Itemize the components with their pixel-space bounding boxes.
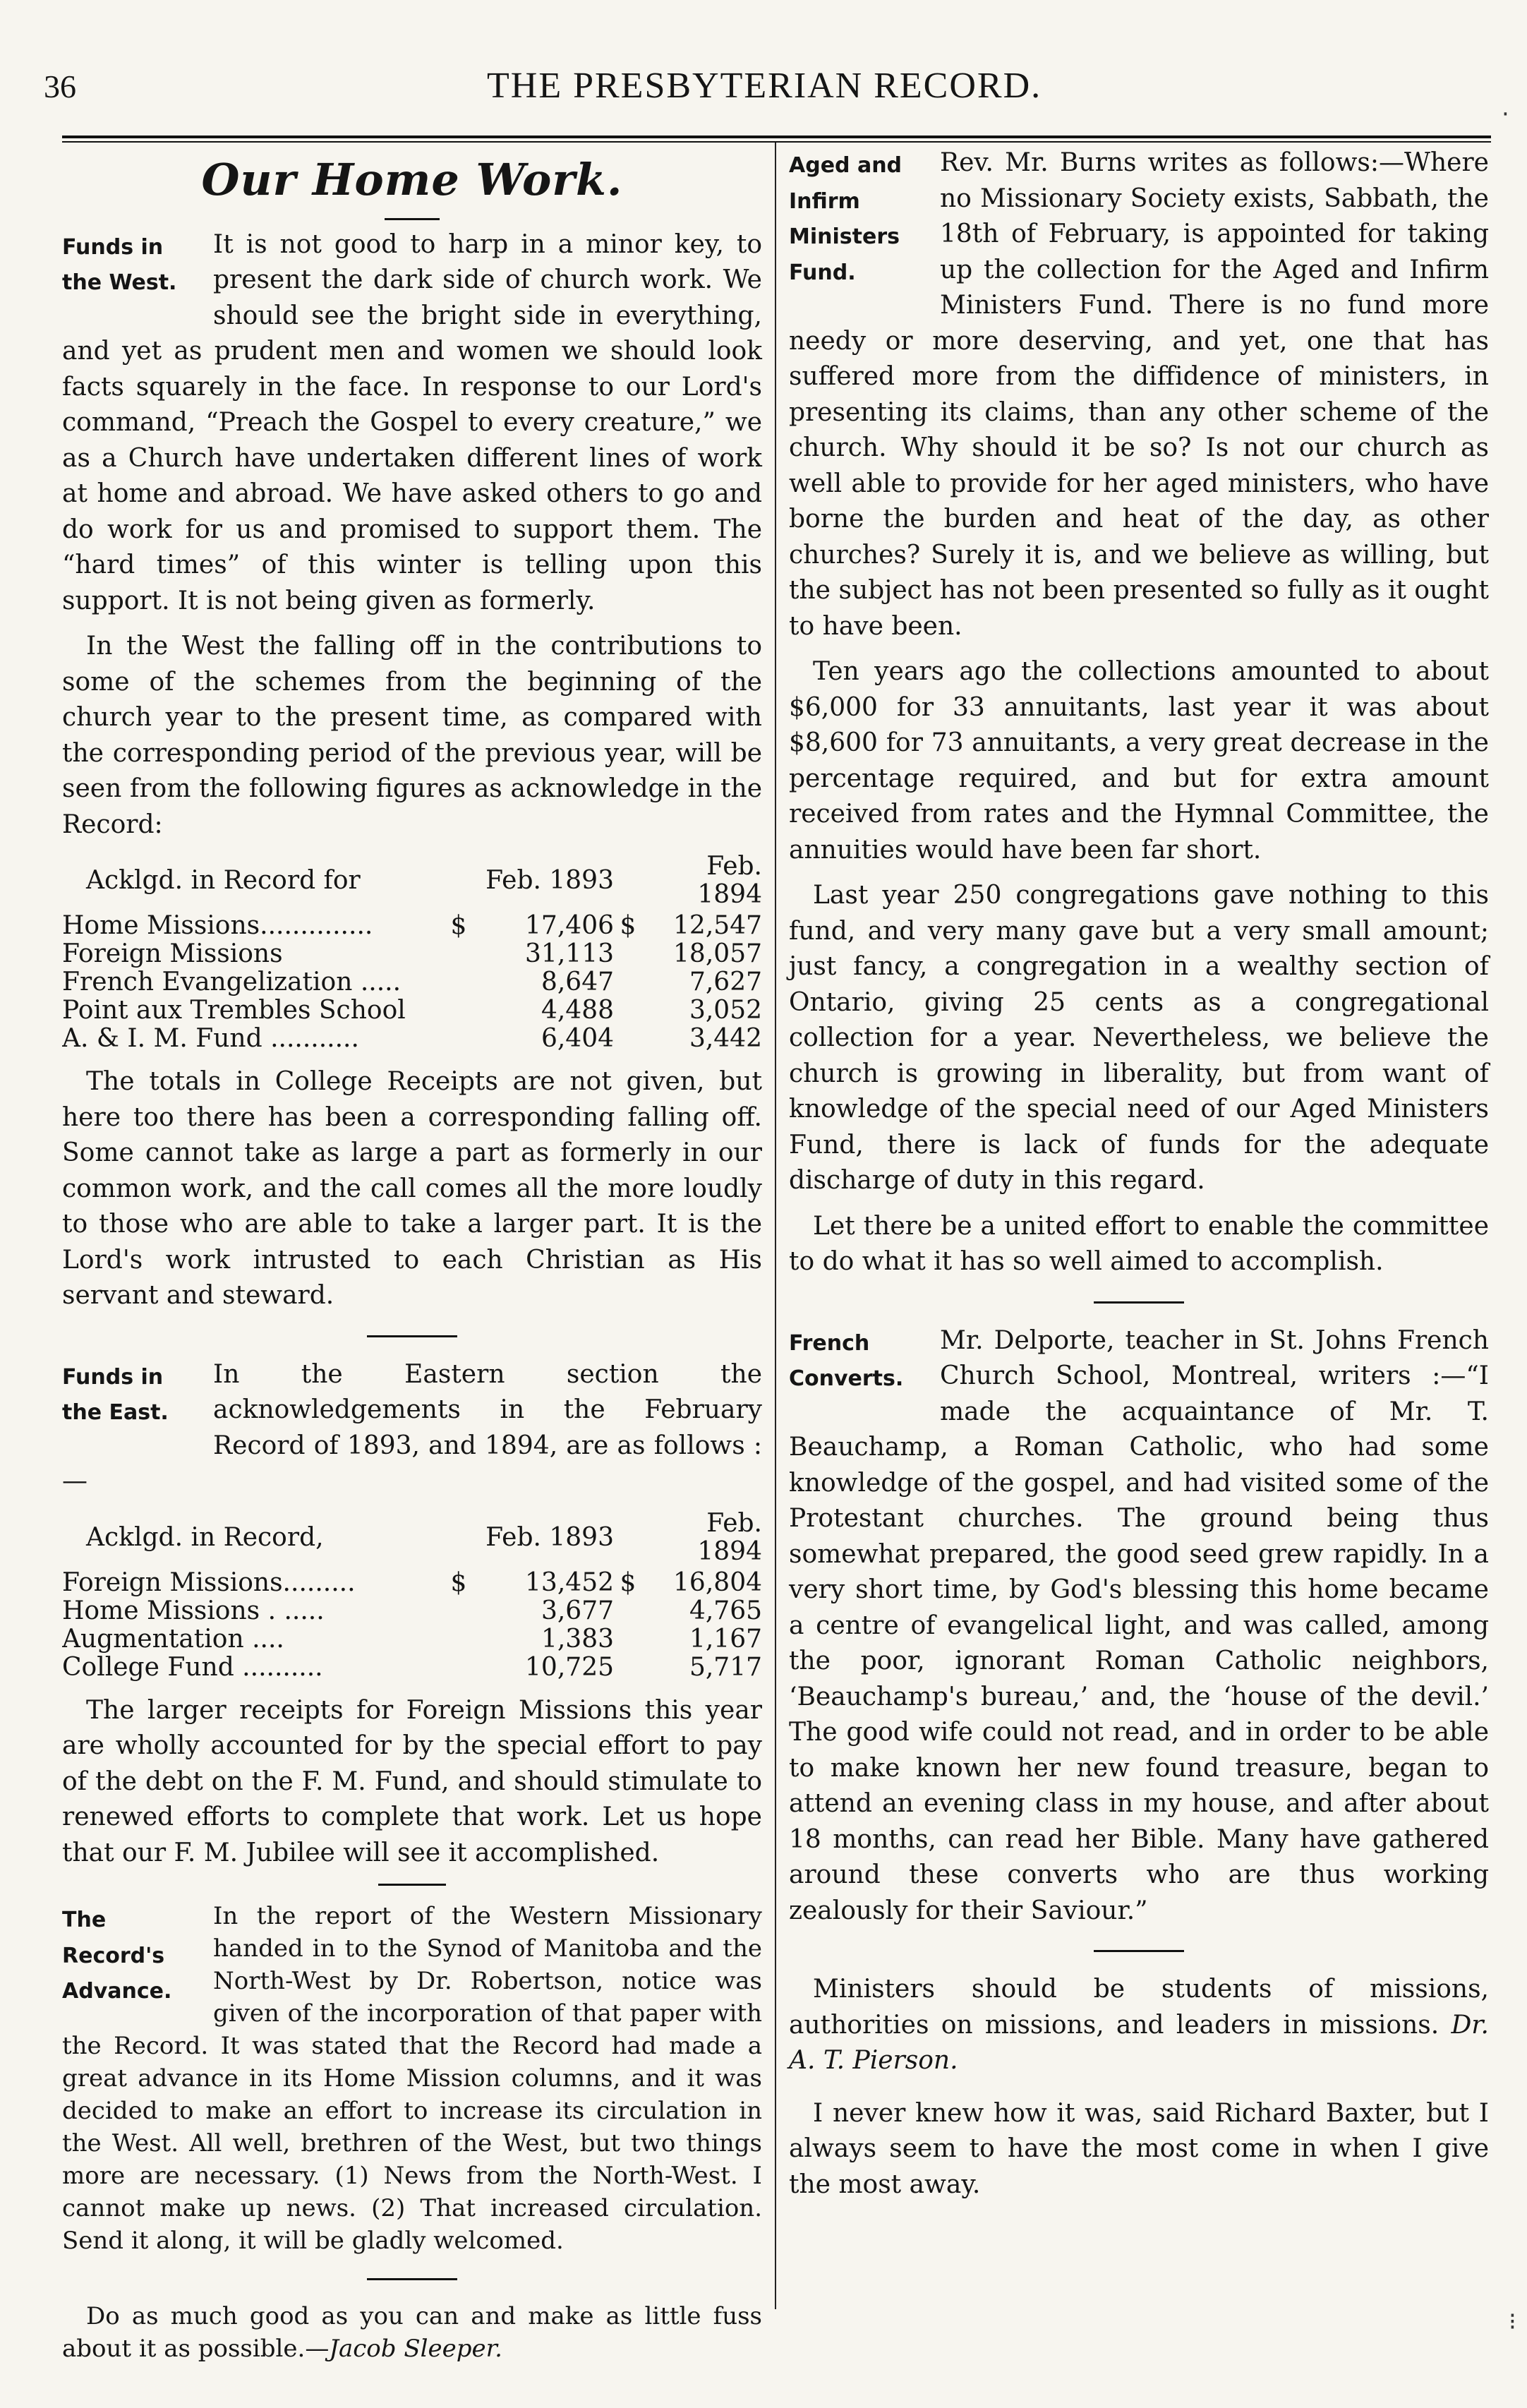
separator-rule [1094, 1950, 1184, 1952]
article-french-converts [789, 1323, 1489, 1930]
row-label: Augmentation .... [62, 1625, 284, 1654]
dollar-sign [445, 1597, 473, 1625]
dollar-sign [614, 1597, 642, 1625]
dollar-sign [614, 1654, 642, 1682]
article-funds-west [62, 227, 762, 1314]
paragraph: Rev. Mr. Burns writes as follows:—Where no Missionary Society exists, Sabbath, the 18th of February, is appointed for taking up the collection for the Aged and Infirm Ministers Fund. There is no fund more needy or more deserving, and yet, one that has suffered more from the diffidence of ministers, in presenting its claims, than any other scheme of the church. Why should it be so? Is not our church as well able to provide for her aged ministers, who have borne the burden and heat of the day, as other churches? Surely it is, and we believe as willing, but the subject has not been presented so fully as it ought to have been. [789, 148, 1489, 641]
table-row [62, 940, 762, 968]
dollar-sign: $ [620, 911, 636, 940]
table-row [62, 1625, 762, 1654]
value-1894: 3,052 [689, 996, 762, 1025]
paragraph: In the Eastern section the acknowledgements in the February Record of 1893, and 1894, are as follows :— [62, 1359, 762, 1495]
separator-rule [367, 1335, 457, 1337]
contributions-table-west [62, 853, 762, 1053]
dollar-sign [445, 940, 473, 968]
row-label: Foreign Missions......... [62, 1568, 356, 1597]
dollar-sign [614, 1025, 642, 1053]
paragraph: In the West the falling off in the contributions to some of the schemes from the beginning of the church year to the present time, as compared with the corresponding period of the previous year, will be seen from the following figures as acknowledge in the Record: [62, 632, 762, 839]
value-1894: 4,765 [689, 1596, 762, 1625]
table-row [62, 912, 762, 940]
dollar-sign: $ [620, 1567, 636, 1597]
row-label: Home Missions . ..... [62, 1596, 325, 1625]
table-row [62, 997, 762, 1025]
dollar-sign [445, 1025, 473, 1053]
section-title: Our Home Work. [201, 154, 623, 205]
baxter-quote: I never knew how it was, said Richard Baxter, but I always seem to have the most come in when I give the most away. [789, 2098, 1489, 2199]
paragraph: Ten years ago the collections amounted to about $6,000 for 33 annuitants, last year it was about $8,600 for 73 annuitants, a very great decrease in the percentage required, and but for extra amount received from rates and the Hymnal Committee, the annuities would have been far short. [789, 657, 1489, 865]
table-row [62, 1654, 762, 1682]
dollar-sign: $ [450, 1567, 467, 1597]
paragraph: The larger receipts for Foreign Missions this year are wholly accounted for by the special effort to pay of the debt on the F. M. Fund, and should stimulate to renewed efforts to complete that work. Let us hope that our F. M. Jubilee will see it accomplished. [62, 1695, 762, 1867]
separator-rule [378, 1884, 446, 1886]
title-rule [385, 218, 440, 220]
right-column [789, 145, 1489, 2213]
dollar-sign [614, 940, 642, 968]
side-head-records-advance: The Record's Advance. [62, 1908, 172, 2004]
value-1894: 16,804 [673, 1567, 762, 1597]
quote-attribution: Jacob Sleeper. [329, 2335, 502, 2363]
table-header-row [62, 1510, 762, 1569]
paragraph: Let there be a united effort to enable the committee to do what it has so well aimed to accomplish. [789, 1211, 1489, 1276]
side-head-aged-infirm: Aged and Infirm Ministers Fund. [789, 153, 903, 285]
value-1893: 3,677 [541, 1596, 614, 1625]
running-title: THE PRESBYTERIAN RECORD. [487, 66, 1042, 106]
table-header-label: Acklgd. in Record for [86, 866, 361, 895]
separator-rule [1094, 1301, 1184, 1304]
row-label: Home Missions.............. [62, 912, 373, 940]
quote-text: Do as much good as you can and make as little fuss about it as possible.— [62, 2302, 762, 2363]
value-1893: 6,404 [541, 1024, 614, 1053]
paragraph: In the report of the Western Missionary handed in to the Synod of Manitoba and the North-West by Dr. Robertson, notice was given of the incorporation of that paper with the Record. It was stated that the Record had made a great advance in its Home Mission columns, and it was decided to make an effort to increase its circulation in the West. All well, brethren of the West, but two things more are necessary. (1) News from the North-West. I cannot make up news. (2) That increased circulation. Send it along, it will be gladly welcomed. [62, 1902, 762, 2255]
table-header-label: Acklgd. in Record, [86, 1522, 324, 1552]
quote-text: Ministers should be students of missions, authorities on missions, and leaders in missions. [789, 1975, 1489, 2040]
dollar-sign [445, 968, 473, 997]
value-1893: 8,647 [541, 968, 614, 997]
dollar-sign: $ [450, 911, 467, 940]
article-funds-east [62, 1357, 762, 1872]
value-1893: 31,113 [525, 939, 614, 968]
value-1894: 12,547 [673, 911, 762, 940]
left-column [62, 145, 762, 2375]
value-1894: 5,717 [689, 1652, 762, 1682]
page-number: 36 [44, 68, 76, 104]
table-header-1893: Feb. 1893 [485, 866, 614, 895]
margin-speck: ⁝ [1509, 2308, 1516, 2336]
dollar-sign [445, 1625, 473, 1654]
article-records-advance [62, 1900, 762, 2257]
side-head-french-converts: French Converts. [789, 1330, 904, 1391]
margin-speck: · [1502, 100, 1509, 128]
value-1893: 10,725 [525, 1652, 614, 1682]
header-rule [62, 136, 1491, 143]
value-1894: 7,627 [689, 968, 762, 997]
dollar-sign [614, 1625, 642, 1654]
dollar-sign [445, 997, 473, 1025]
value-1893: 17,406 [525, 911, 614, 940]
table-header-1894: Feb. 1894 [697, 1508, 762, 1566]
quote-attribution: Dr. A. T. Pierson. [789, 2010, 1489, 2075]
row-label: College Fund .......... [62, 1653, 323, 1682]
closing-quote [62, 2300, 762, 2365]
value-1894: 3,442 [689, 1024, 762, 1053]
table-header-1894: Feb. 1894 [697, 852, 762, 909]
article-aged-infirm [789, 145, 1489, 1280]
paragraph: Last year 250 congregations gave nothing to this fund, and very many gave but a very small amount; just fancy, a congregation in a wealthy section of Ontario, giving 25 cents as a congregational collection for a year. Nevertheless, we believe the church is growing in liberality, but from want of knowledge of the special need of our Aged Ministers Fund, there is lack of funds for the adequate discharge of duty in this regard. [789, 881, 1489, 1195]
pierson-quote [789, 1972, 1489, 2079]
value-1893: 1,383 [541, 1624, 614, 1654]
dollar-sign [614, 968, 642, 997]
row-label: Foreign Missions [62, 940, 283, 968]
paragraph: Mr. Delporte, teacher in St. Johns French Church School, Montreal, writers :—“I made the acquaintance of Mr. T. Beauchamp, a Roman Catholic, who had some knowledge of the gospel, and had visited some of the Protestant churches. The ground being thus somewhat prepared, the good seed grew rapidly. In a very short time, by God's blessing this home became a centre of evangelical light, and was called, among the poor, ignorant Roman Catholic neighbors, ‘Beauchamp's bureau,’ and, the ‘house of the devil.’ The good wife could not read, and in order to be able to make known her new found treasure, began to attend an evening class in my house, and after about 18 months, can read her Bible. Many have gathered around these converts who are thus working zealously for their Saviour.” [789, 1325, 1489, 1925]
value-1894: 1,167 [689, 1624, 762, 1654]
value-1893: 4,488 [541, 996, 614, 1025]
separator-rule [367, 2278, 457, 2280]
table-header-row [62, 853, 762, 912]
side-head-funds-west: Funds in the West. [62, 234, 177, 295]
row-label: French Evangelization ..... [62, 968, 402, 997]
value-1894: 18,057 [673, 939, 762, 968]
row-label: A. & I. M. Fund ........... [62, 1025, 359, 1053]
table-row [62, 1597, 762, 1625]
column-divider [775, 143, 776, 2309]
table-header-1893: Feb. 1893 [485, 1522, 614, 1552]
row-label: Point aux Trembles School [62, 997, 406, 1025]
side-head-funds-east: Funds in the East. [62, 1364, 169, 1425]
paragraph: It is not good to harp in a minor key, to present the dark side of church work. We should see the bright side in everything, and yet as prudent men and women we should look facts squarely in the face. In response to our Lord's command, “Preach the Gospel to every creature,” we as a Church have undertaken different lines of work at home and abroad. We have asked others to go and do work for us and promised to support them. The “hard times” of this winter is telling upon this support. It is not being given as formerly. [62, 229, 762, 615]
paragraph: The totals in College Receipts are not given, but here too there has been a corresponding falling off. Some cannot take as large a part as formerly in our common work, and the call comes all the more loudly to those who are able to take a larger part. It is the Lord's work intrusted to each Christian as His servant and steward. [62, 1067, 762, 1310]
contributions-table-east [62, 1510, 762, 1682]
table-row [62, 1025, 762, 1053]
value-1893: 13,452 [525, 1567, 614, 1597]
table-row [62, 1569, 762, 1597]
dollar-sign [614, 997, 642, 1025]
dollar-sign [445, 1654, 473, 1682]
table-row [62, 968, 762, 997]
